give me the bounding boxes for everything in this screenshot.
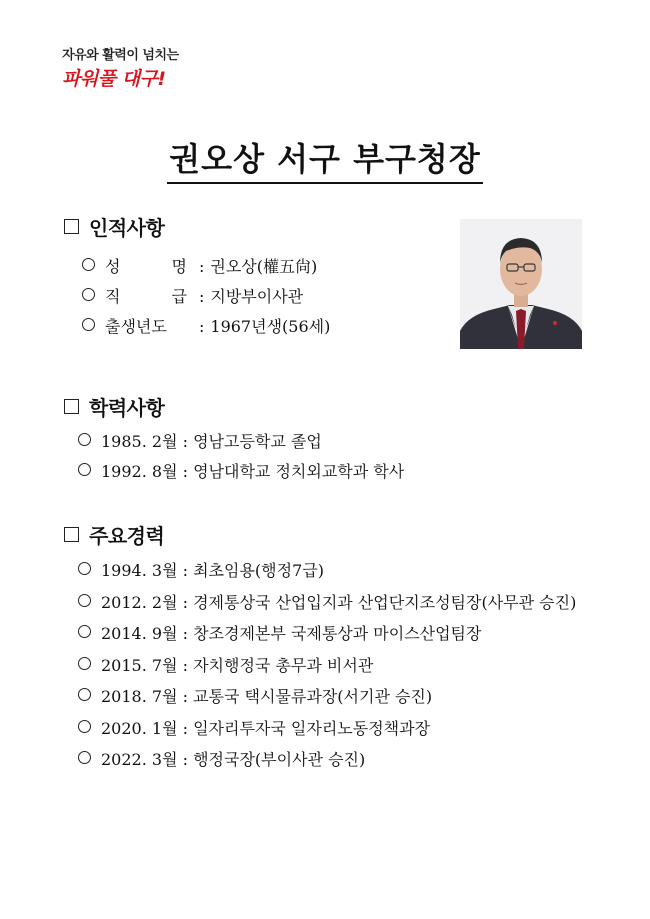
section-heading-personal: 인적사항 [64,212,164,241]
career-row: 2020. 1월 : 일자리투자국 일자리노동정책과장 [78,716,430,739]
career-text: 교통국 택시물류과장(서기관 승진) [193,687,433,706]
circle-bullet-icon [82,318,95,331]
career-date: 2014. 9월 [101,624,178,643]
career-text: 행정국장(부이사관 승진) [193,750,366,769]
circle-bullet-icon [78,594,91,607]
square-bullet-icon [64,219,79,234]
education-text: 영남고등학교 졸업 [193,432,322,451]
info-row-rank: 직 급 : 지방부이사관 [82,284,303,307]
info-value: 1967년생(56세) [210,317,331,336]
education-row: 1985. 2월 : 영남고등학교 졸업 [78,429,322,452]
career-row: 1994. 3월 : 최초임용(행정7급) [78,558,324,581]
logo [62,44,179,91]
circle-bullet-icon [78,463,91,476]
circle-bullet-icon [78,720,91,733]
education-date: 1992. 8월 [101,462,178,481]
career-date: 2020. 1월 [101,719,178,738]
career-text: 창조경제본부 국제통상과 마이스산업팀장 [193,624,482,643]
career-row: 2018. 7월 : 교통국 택시물류과장(서기관 승진) [78,684,432,707]
logo-slogan: 자유와 활력이 넘치는 [62,48,179,63]
page-title [0,134,650,184]
career-date: 1994. 3월 [101,561,178,580]
info-row-birth: 출생년도 : 1967년생(56세) [82,314,330,337]
circle-bullet-icon [78,657,91,670]
square-bullet-icon [64,399,79,414]
circle-bullet-icon [78,688,91,701]
education-row: 1992. 8월 : 영남대학교 정치외교학과 학사 [78,459,404,482]
career-row: 2015. 7월 : 자치행정국 총무과 비서관 [78,653,373,676]
info-label: 출생년도 [105,317,167,336]
career-row: 2014. 9월 : 창조경제본부 국제통상과 마이스산업팀장 [78,621,481,644]
portrait-photo [460,219,582,349]
career-date: 2022. 3월 [101,750,178,769]
info-row-name: 성 명 : 권오상(權五尙) [82,254,317,277]
career-text: 경제통상국 산업입지과 산업단지조성팀장(사무관 승진) [193,593,577,612]
circle-bullet-icon [78,562,91,575]
career-text: 자치행정국 총무과 비서관 [193,656,374,675]
education-date: 1985. 2월 [101,432,178,451]
career-date: 2015. 7월 [101,656,178,675]
square-bullet-icon [64,527,79,542]
circle-bullet-icon [82,288,95,301]
career-row: 2012. 2월 : 경제통상국 산업입지과 산업단지조성팀장(사무관 승진) [78,590,576,613]
logo-brand: 파워풀 대구! [62,68,166,90]
info-label: 직 급 [105,287,187,306]
education-text: 영남대학교 정치외교학과 학사 [193,462,405,481]
circle-bullet-icon [78,625,91,638]
section-heading-career: 주요경력 [64,520,164,549]
info-value: 권오상(權五尙) [210,257,318,276]
section-heading-education: 학력사항 [64,392,164,421]
career-text: 일자리투자국 일자리노동정책과장 [193,719,431,738]
career-date: 2018. 7월 [101,687,178,706]
page-title-text: 권오상 서구 부구청장 [167,134,483,184]
circle-bullet-icon [78,751,91,764]
info-label: 성 명 [105,257,187,276]
career-row: 2022. 3월 : 행정국장(부이사관 승진) [78,747,365,770]
circle-bullet-icon [82,258,95,271]
career-text: 최초임용(행정7급) [193,561,324,580]
career-date: 2012. 2월 [101,593,178,612]
circle-bullet-icon [78,433,91,446]
info-value: 지방부이사관 [210,287,304,306]
